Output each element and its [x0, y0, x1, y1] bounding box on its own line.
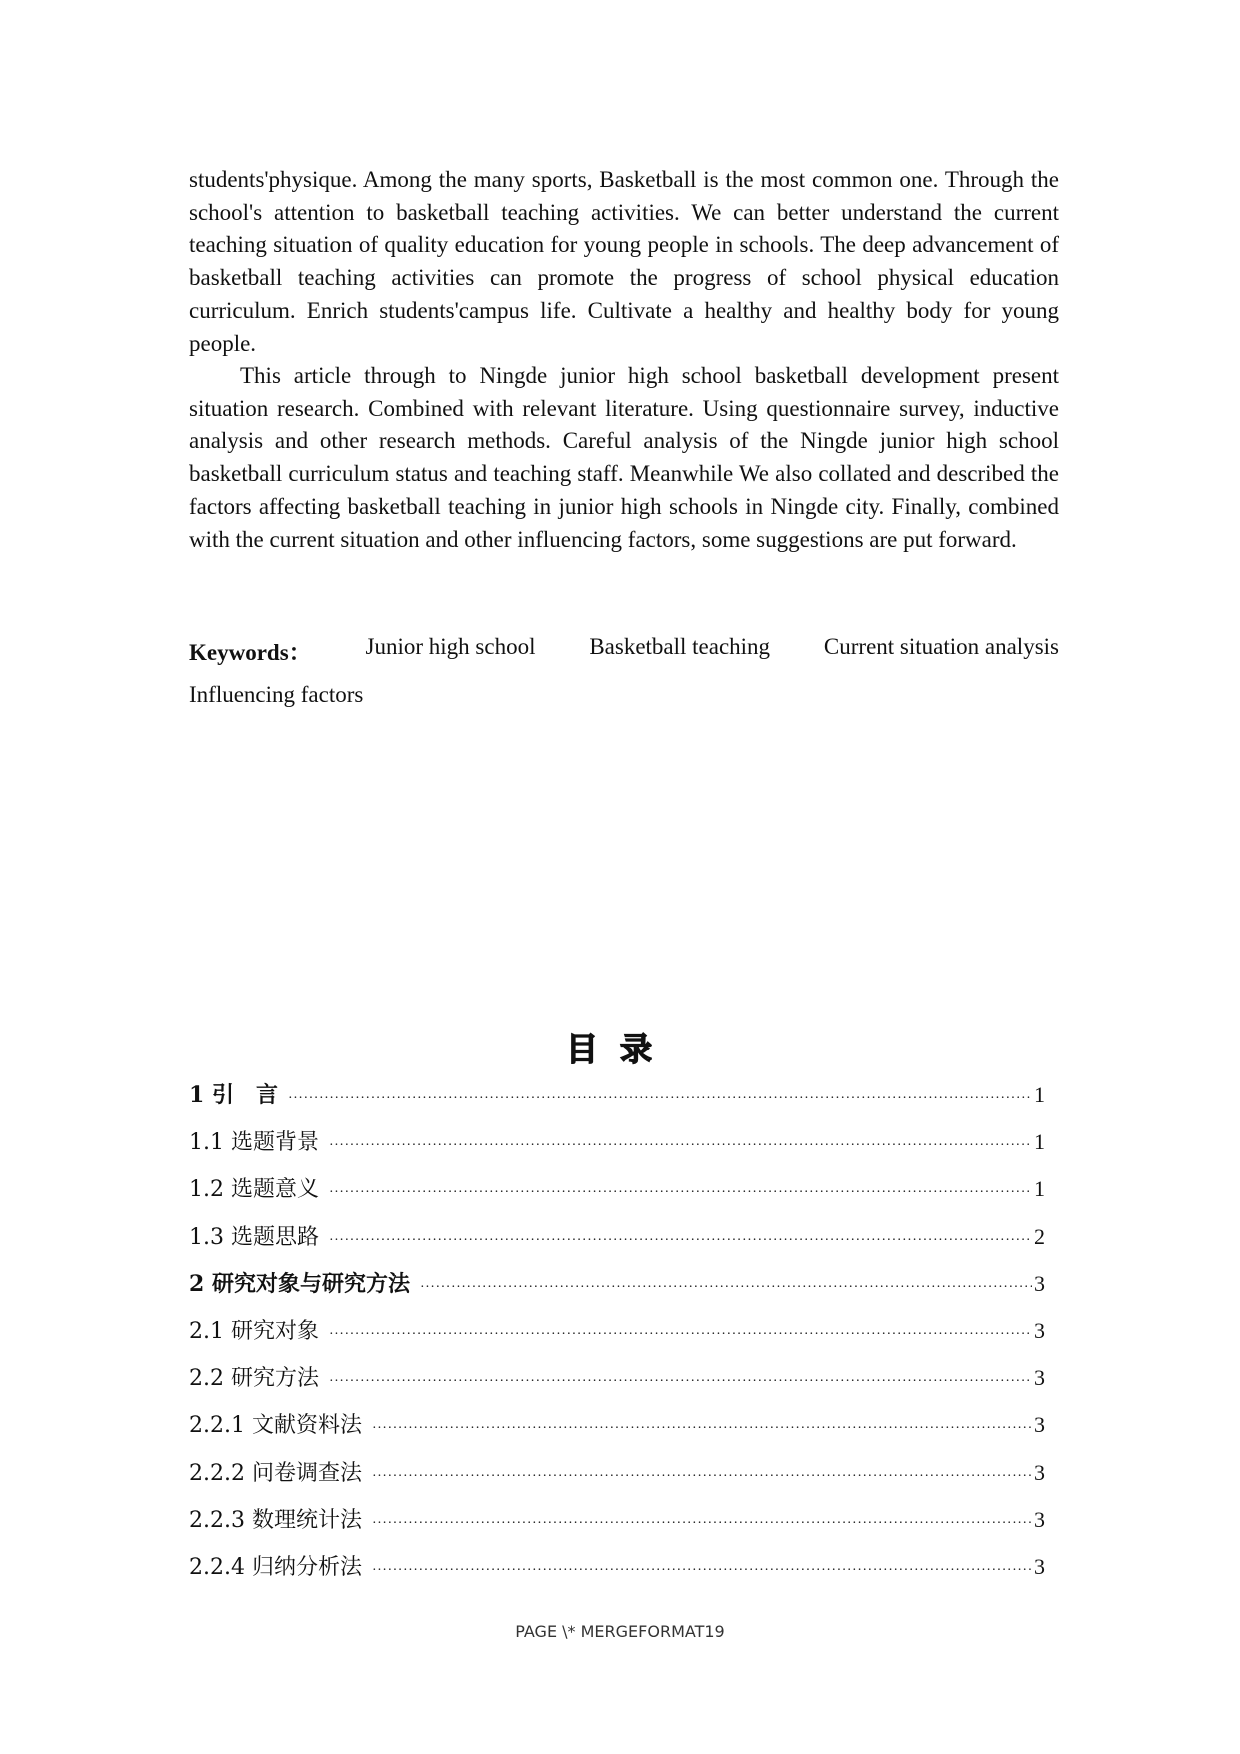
- toc-entry-label: 2.2.3 数理统计法: [189, 1507, 362, 1533]
- toc-entry-page: 1: [1034, 1129, 1045, 1155]
- toc-entry[interactable]: [189, 1550, 1045, 1581]
- toc-leader-dots: [372, 1516, 1032, 1532]
- keyword: Influencing factors: [189, 682, 364, 707]
- toc-entry-page: 3: [1034, 1412, 1045, 1438]
- toc-entry[interactable]: [189, 1503, 1045, 1534]
- toc-entry-page: 3: [1034, 1506, 1045, 1532]
- abstract-paragraph-1: students'physique. Among the many sports, Basketball is the most common one. Through the school's attention to basketball teaching activities. We can better understand the current teaching situation of quality education for young people in schools. The deep advancement of basketball teaching activities can promote the progress of school physical education curriculum. Enrich students'campus life. Cultivate a healthy and healthy body for young people.: [189, 167, 1059, 356]
- toc-leader-dots: [288, 1091, 1032, 1107]
- toc-leader-dots: [329, 1327, 1032, 1343]
- toc-leader-dots: [372, 1563, 1032, 1579]
- toc-entry[interactable]: [189, 1408, 1045, 1439]
- toc-entry-label: 2 研究对象与研究方法: [189, 1270, 410, 1297]
- toc-leader-dots: [329, 1374, 1032, 1390]
- abstract-paragraph-2: This article through to Ningde junior high school basketball development present situation research. Combined with relevant literature. Using questionnaire survey, inductive analysis and other research methods. Careful analysis of the Ningde junior high school basketball curriculum status and teaching staff. Meanwhile We also collated and described the factors affecting basketball teaching in junior high schools in Ningde city. Finally, combined with the current situation and other influencing factors, some suggestions are put forward.: [189, 363, 1059, 552]
- toc-entry-label: 1.1 选题背景: [189, 1130, 319, 1156]
- toc-entry-label: 2.2 研究方法: [189, 1366, 319, 1392]
- toc-entry-label: 2.2.2 问卷调查法: [189, 1460, 362, 1486]
- keywords-line: [189, 634, 1059, 667]
- toc-leader-dots: [329, 1233, 1032, 1249]
- toc-entry[interactable]: [189, 1078, 1045, 1109]
- keywords-label: Keywords：: [189, 640, 312, 665]
- toc-leader-dots: [372, 1469, 1032, 1485]
- toc-entry-label: 1.2 选题意义: [189, 1177, 319, 1203]
- toc-entry-label: 2.2.1 文献资料法: [189, 1413, 362, 1439]
- toc-entry[interactable]: [189, 1172, 1045, 1203]
- toc-leader-dots: [372, 1421, 1032, 1437]
- toc-leader-dots: [329, 1138, 1032, 1154]
- toc-entry-page: 1: [1034, 1082, 1045, 1107]
- toc-entry[interactable]: [189, 1267, 1045, 1298]
- toc-title: 目录: [565, 1030, 674, 1068]
- toc-entry[interactable]: [189, 1361, 1045, 1392]
- toc-entry-label: 2.1 研究对象: [189, 1319, 319, 1344]
- toc-entry-page: 3: [1034, 1459, 1045, 1485]
- toc-entry-page: 3: [1034, 1365, 1045, 1391]
- toc-entry[interactable]: [189, 1456, 1045, 1487]
- toc-leader-dots: [420, 1280, 1032, 1296]
- keyword: Basketball teaching: [589, 634, 771, 659]
- toc-entry-label: 1 引 言: [189, 1082, 278, 1108]
- toc-entry[interactable]: [189, 1220, 1045, 1251]
- toc-entry-label: 1.3 选题思路: [189, 1224, 319, 1250]
- toc-entry-page: 2: [1034, 1223, 1045, 1249]
- page-footer: PAGE \* MERGEFORMAT19: [515, 1622, 725, 1641]
- toc-entry[interactable]: [189, 1314, 1045, 1345]
- toc-entry[interactable]: [189, 1125, 1045, 1156]
- toc-entry-label: 2.2.4 归纳分析法: [189, 1555, 362, 1580]
- toc-entry-page: 3: [1034, 1554, 1045, 1579]
- keyword: Current situation analysis: [823, 634, 1059, 659]
- toc-leader-dots: [329, 1185, 1032, 1201]
- toc-entry-page: 3: [1034, 1318, 1045, 1343]
- keyword: Junior high school: [365, 634, 536, 659]
- toc-entry-page: 3: [1034, 1270, 1045, 1296]
- toc-entry-page: 1: [1034, 1176, 1045, 1202]
